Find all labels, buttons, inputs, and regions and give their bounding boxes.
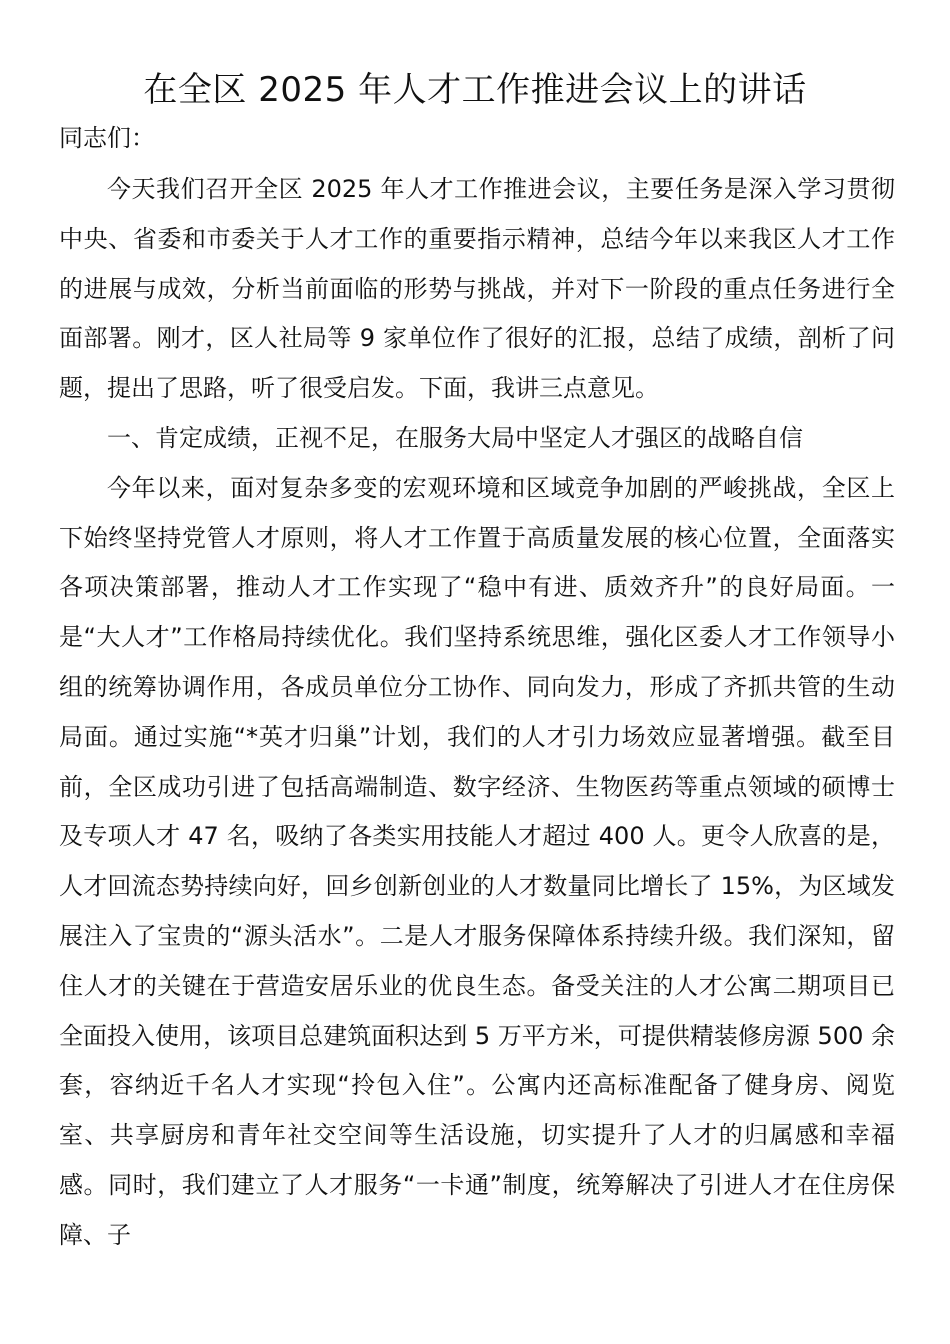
paragraph-intro: 今天我们召开全区 2025 年人才工作推进会议，主要任务是深入学习贯彻中央、省委和市委关于人才工作的重要指示精神，总结今年以来我区人才工作的进展与成效，分析当前面临的形势与挑战，并对下一阶段的重点任务进行全面部署。刚才，区人社局等 9 家单位作了很好的汇报，总结了成绩，剖析了问题，提出了思路，听了很受启发。下面，我讲三点意见。 xyxy=(59,175,895,403)
section-heading-1: 一、肯定成绩，正视不足，在服务大局中坚定人才强区的战略自信 xyxy=(107,423,803,452)
document-title: 在全区 2025 年人才工作推进会议上的讲话 xyxy=(143,70,807,110)
document-body xyxy=(59,165,895,1261)
salutation: 同志们： xyxy=(59,124,155,152)
paragraph-achievements: 今年以来，面对复杂多变的宏观环境和区域竞争加剧的严峻挑战，全区上下始终坚持党管人才原则，将人才工作置于高质量发展的核心位置，全面落实各项决策部署，推动人才工作实现了“稳中有进、质效齐升”的良好局面。一是“大人才”工作格局持续优化。我们坚持系统思维，强化区委人才工作领导小组的统筹协调作用，各成员单位分工协作、同向发力，形成了齐抓共管的生动局面。通过实施“*英才归巢”计划，我们的人才引力场效应显著增强。截至目前，全区成功引进了包括高端制造、数字经济、生物医药等重点领域的硕博士及专项人才 47 名，吸纳了各类实用技能人才超过 400 人。更令人欣喜的是，人才回流态势持续向好，回乡创新创业的人才数量同比增长了 15%，为区域发展注入了宝贵的“源头活水”。二是人才服务保障体系持续升级。我们深知，留住人才的关键在于营造安居乐业的优良生态。备受关注的人才公寓二期项目已全面投入使用，该项目总建筑面积达到 5 万平方米，可提供精装修房源 500 余套，容纳近千名人才实现“拎包入住”。公寓内还高标准配备了健身房、阅览室、共享厨房和青年社交空间等生活设施，切实提升了人才的归属感和幸福感。同时，我们建立了人才服务“一卡通”制度，统筹解决了引进人才在住房保障、子 xyxy=(59,473,895,1249)
